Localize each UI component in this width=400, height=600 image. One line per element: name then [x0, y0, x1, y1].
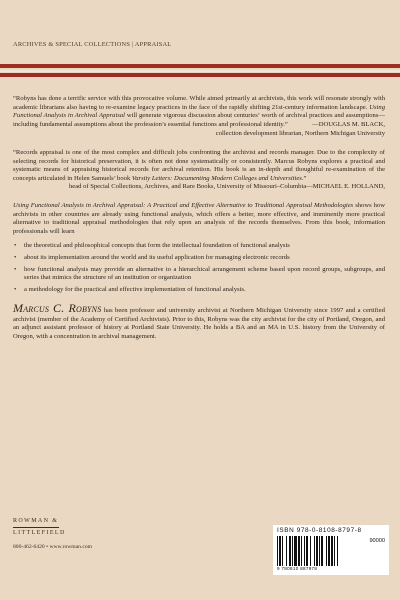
author-name: Marcus C. Robyns	[13, 301, 102, 316]
isbn-barcode	[273, 525, 389, 575]
list-item: • a methodology for the practical and effective implementation of functional analysis.	[14, 285, 246, 293]
referenced-title: Varsity Letters: Documenting Modern Colleges and Universities	[131, 174, 302, 182]
publisher-logo: ROWMAN & LITTLEFIELD	[13, 518, 66, 536]
endorsement-black: “Robyns has done a terrific service with this provocative volume. While aimed primarily at archivists, this work will resonate strongly with academic librarians also having to re-examine legacy practices in the face of the rapidly shifting 21st-century information landscape. Using Functional Analysis in Archival Appraisal will generate vigorous discussion about centuries’ worth of archival practices and assumptions—including fundamental assumptions about the profession’s essential functions and professional identity.” —DOUGLAS M. BLACK,	[13, 95, 385, 128]
bullet-icon: •	[14, 242, 17, 250]
endorser-name: —MICHAEL E. HOLLAND,	[306, 183, 385, 191]
list-item: • about its implementation around the world and its useful application for managing electronic records	[14, 253, 290, 261]
price-code: 90000	[369, 538, 385, 544]
header-band-bottom	[0, 73, 400, 77]
series-label: ARCHIVES & SPECIAL COLLECTIONS | APPRAISAL	[13, 41, 172, 48]
book-title: Using Functional Analysis in Archival Appraisal	[13, 103, 385, 120]
endorser-role: head of Special Collections, Archives, and Rare Books, University of Missouri–Columbia	[68, 183, 307, 191]
learning-points	[13, 242, 385, 294]
list-item: • how functional analysis may provide an alternative to a hierarchical arrangement scheme based upon record groups, subgroups, and series that mimics the structure of an institution or organization	[14, 265, 385, 282]
header-band-top	[0, 64, 400, 68]
bullet-icon: •	[14, 253, 17, 261]
author-bio: Marcus C. Robyns has been professor and university archivist at Northern Michigan University since 1997 and a certified archivist (member of the Academy of Certified Archivists). Prior to this, Robyns was the city archivist for the city of Portland, Oregon, and an adjunct assistant professor of history at Portland State University. He holds a BA and an MA in U.S. history from the University of Oregon, with a concentration in archival management.	[13, 301, 385, 341]
barcode-bars-icon	[277, 536, 359, 566]
header-band-gap	[0, 70, 400, 72]
bullet-icon: •	[14, 265, 17, 273]
cover-text	[13, 95, 385, 342]
endorsement-holland: “Records appraisal is one of the most complex and difficult jobs confronting the archivist and records manager. Due to the complexity of selecting records for historical preservation, it is often not done systematically or consistently. Marcus Robyns explores a practical and systematic means of appraising historical records for archival retention. His book is an in-depth and thoughtful re-examination of the concepts articulated in Helen Samuels’ book Varsity Letters: Documenting Modern Colleges and Universities.” —MICHAEL E. HOLLAND,	[13, 148, 385, 191]
isbn-label: ISBN 978-0-8108-8797-8	[277, 527, 362, 534]
publisher-logo-rule	[13, 527, 59, 528]
endorser-name: —DOUGLAS M. BLACK,	[312, 120, 385, 128]
bullet-icon: •	[14, 285, 17, 293]
list-item: • the theoretical and philosophical concepts that form the intellectual foundation of functional analysis	[14, 242, 290, 250]
publisher-block	[13, 518, 103, 550]
ean-digits: 9 780810 887978	[277, 566, 318, 571]
book-description: Using Functional Analysis in Archival Appraisal: A Practical and Effective Alternative to Traditional Appraisal Methodologies shows how archivists in other countries are already using functional analysis, which offers a better, more effective, and imminently more practical alternative to traditional appraisal methodologies that rely upon an analysis of the records themselves. From this book, information professionals will learn	[13, 201, 385, 235]
endorser-role: collection development librarian, Northern Michigan University	[215, 130, 385, 138]
publisher-contact: 800-462-6420 • www.rowman.com	[13, 544, 92, 550]
book-full-title: Using Functional Analysis in Archival Appraisal: A Practical and Effective Alternative to Traditional Appraisal Methodologies	[13, 201, 354, 209]
